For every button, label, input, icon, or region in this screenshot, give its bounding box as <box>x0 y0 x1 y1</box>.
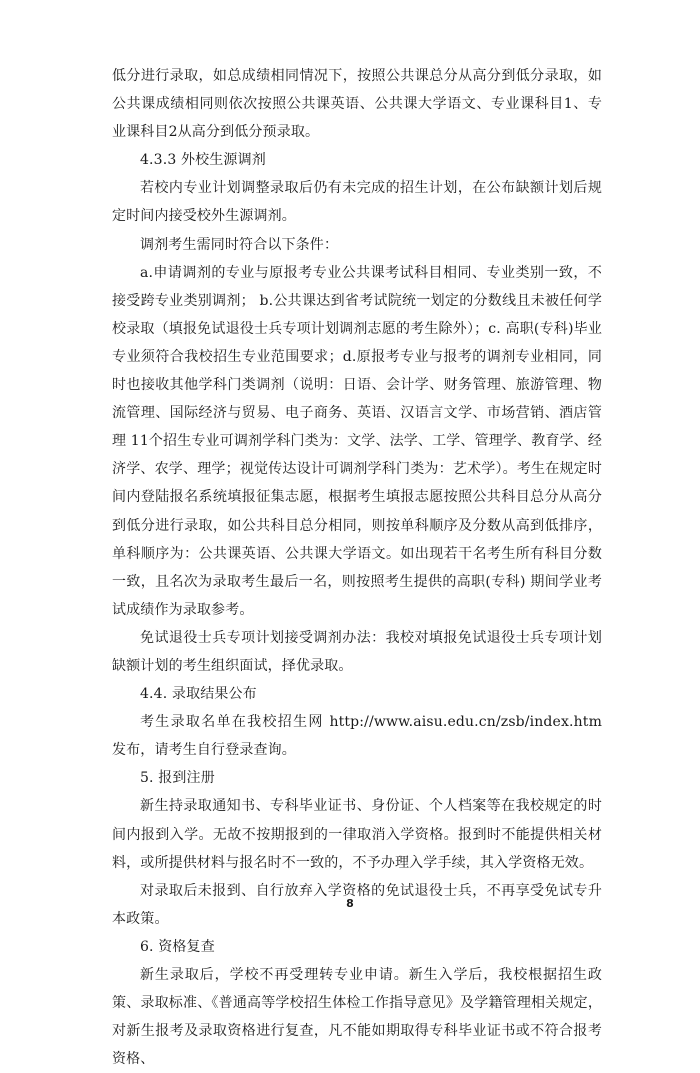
paragraph: 若校内专业计划调整录取后仍有未完成的招生计划，在公布缺额计划后规定时间内接受校外生源调剂。 <box>112 180 602 225</box>
section-heading-4-3-3: 4.3.3 外校生源调剂 <box>140 152 266 169</box>
section-heading-4-4: 4.4. 录取结果公布 <box>140 686 257 703</box>
paragraph: 新生持录取通知书、专科毕业证书、身份证、个人档案等在我校规定的时间内报到入学。无故不按期报到的一律取消入学资格。报到时不能提供相关材料，或所提供材料与报名时不一致的，不予办理入学手续，其入学资格无效。 <box>112 798 602 871</box>
body-text <box>112 62 602 1073</box>
paragraph-continuation: 低分进行录取，如总成绩相同情况下，按照公共课总分从高分到低分录取，如公共课成绩相同则依次按照公共课英语、公共课大学语文、专业课科目1、专业课科目2从高分到低分预录取。 <box>112 68 602 141</box>
section-heading-5: 5. 报到注册 <box>140 770 215 787</box>
paragraph: 对录取后未报到、自行放弃入学资格的免试退役士兵，不再享受免试专升本政策。 <box>112 882 602 927</box>
paragraph: 新生录取后，学校不再受理转专业申请。新生入学后，我校根据招生政策、录取标准、《普通高等学校招生体检工作指导意见》及学籍管理相关规定，对新生报考及录取资格进行复查，凡不能如期取得专科毕业证书或不符合报考资格、 <box>112 967 602 1068</box>
paragraph: 调剂考生需同时符合以下条件： <box>140 236 339 253</box>
paragraph: 免试退役士兵专项计划接受调剂办法：我校对填报免试退役士兵专项计划缺额计划的考生组织面试，择优录取。 <box>112 629 602 674</box>
page-number: 8 <box>346 897 354 910</box>
section-heading-6: 6. 资格复查 <box>140 938 215 955</box>
paragraph-conditions: a.申请调剂的专业与原报考专业公共课考试科目相同、专业类别一致，不接受跨专业类别调剂； b.公共课达到省考试院统一划定的分数线且未被任何学校录取（填报免试退役士兵专项计划调剂志愿的考生除外）；c. 高职(专科)毕业专业须符合我校招生专业范围要求；d.原报考专业与报考的调剂专业相同，同时也接收其他学科门类调剂（说明：日语、会计学、财务管理、旅游管理、物流管理、国际经济与贸易、电子商务、英语、汉语言文学、市场营销、酒店管理 11个招生专业可调剂学科门类为：文学、法学、工学、管理学、教育学、经济学、农学、理学；视觉传达设计可调剂学科门类为：艺术学）。考生在规定时间内登陆报名系统填报征集志愿，根据考生填报志愿按照公共科目总分从高分到低分进行录取，如公共科目总分相同，则按单科顺序及分数从高到低排序，单科顺序为：公共课英语、公共课大学语文。如出现若干名考生所有科目分数一致，且名次为录取考生最后一名，则按照考生提供的高职(专科) 期间学业考试成绩作为录取参考。 <box>112 264 602 618</box>
paragraph-admission-list: 考生录取名单在我校招生网 http://www.aisu.edu.cn/zsb/index.htm 发布，请考生自行登录查询。 <box>112 714 602 759</box>
